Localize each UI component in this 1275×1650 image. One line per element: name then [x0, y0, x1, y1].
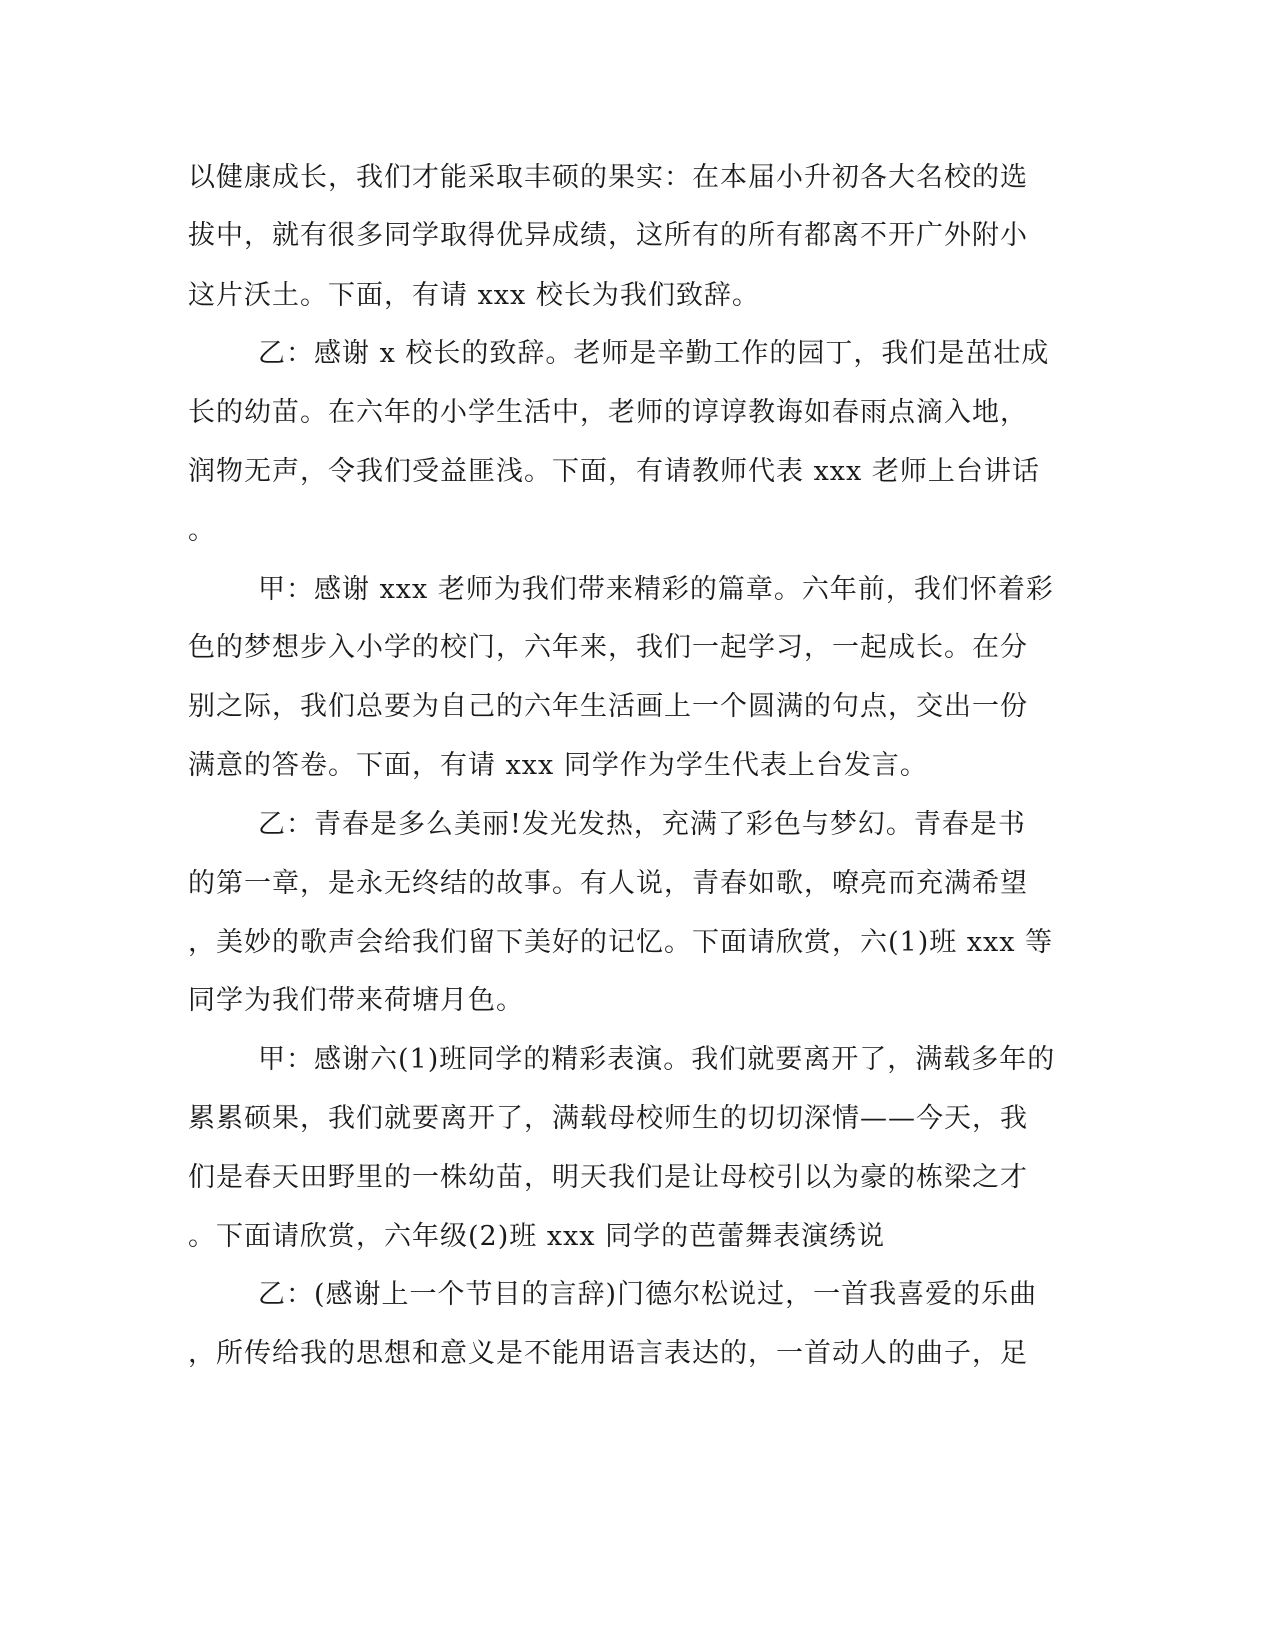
text-line: 。 [188, 515, 216, 546]
text-line: 们是春天田野里的一株幼苗，明天我们是让母校引以为豪的栋梁之才 [188, 1162, 1028, 1193]
text-line: 甲：感谢六(1)班同学的精彩表演。我们就要离开了，满载多年的 [258, 1044, 1056, 1075]
text-line: 长的幼苗。在六年的小学生活中，老师的谆谆教诲如春雨点滴入地， [188, 397, 1028, 428]
text-line: 这片沃土。下面，有请 xxx 校长为我们致辞。 [188, 280, 760, 311]
text-line: 色的梦想步入小学的校门，六年来，我们一起学习，一起成长。在分 [188, 632, 1028, 663]
text-line: ，美妙的歌声会给我们留下美好的记忆。下面请欣赏，六(1)班 xxx 等 [188, 927, 1054, 958]
text-line: 累累硕果，我们就要离开了，满载母校师生的切切深情——今天，我 [188, 1103, 1028, 1134]
text-line: 满意的答卷。下面，有请 xxx 同学作为学生代表上台发言。 [188, 750, 928, 781]
text-line: 拔中，就有很多同学取得优异成绩，这所有的所有都离不开广外附小 [188, 220, 1028, 251]
text-line: 润物无声，令我们受益匪浅。下面，有请教师代表 xxx 老师上台讲话 [188, 456, 1040, 487]
text-line: 乙：(感谢上一个节目的言辞)门德尔松说过，一首我喜爱的乐曲 [258, 1279, 1038, 1310]
text-line: 。下面请欣赏，六年级(2)班 xxx 同学的芭蕾舞表演绣说 [188, 1221, 886, 1252]
text-line: 乙：青春是多么美丽!发光发热，充满了彩色与梦幻。青春是书 [258, 809, 1026, 840]
text-line: ，所传给我的思想和意义是不能用语言表达的，一首动人的曲子，足 [188, 1338, 1028, 1369]
text-line: 别之际，我们总要为自己的六年生活画上一个圆满的句点，交出一份 [188, 691, 1028, 722]
text-line: 以健康成长，我们才能采取丰硕的果实：在本届小升初各大名校的选 [188, 162, 1028, 193]
text-line: 乙：感谢 x 校长的致辞。老师是辛勤工作的园丁，我们是茁壮成 [258, 338, 1050, 369]
text-line: 的第一章，是永无终结的故事。有人说，青春如歌，嘹亮而充满希望 [188, 868, 1028, 899]
text-line: 甲：感谢 xxx 老师为我们带来精彩的篇章。六年前，我们怀着彩 [258, 574, 1054, 605]
text-line: 同学为我们带来荷塘月色。 [188, 985, 524, 1016]
